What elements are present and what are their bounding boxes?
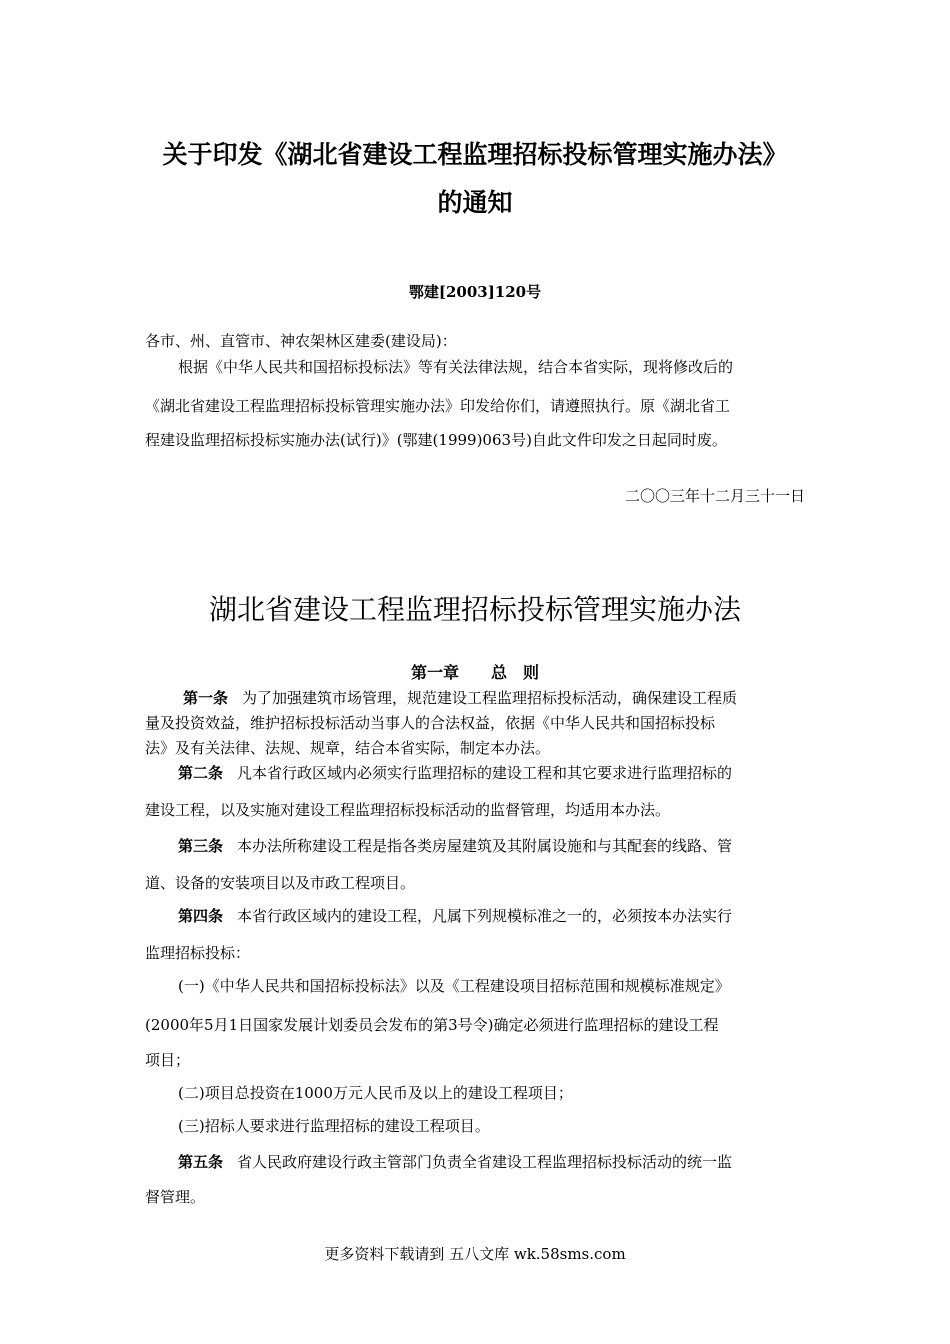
footer-link[interactable]: 更多资料下载请到 五八文库 wk.58sms.com [324, 1245, 626, 1263]
article-4-item: (2000年5月1日国家发展计划委员会发布的第3号令)确定必须进行监理招标的建设工程 [145, 1016, 719, 1034]
article-text: 本办法所称建设工程是指各类房屋建筑及其附属设施和与其配套的线路、管 [237, 837, 733, 855]
notice-title-line2: 的通知 [437, 188, 513, 217]
article-label: 第二条 [178, 764, 224, 782]
article-3-line [178, 836, 732, 856]
notice-date: 二〇〇三年十二月三十一日 [624, 487, 805, 505]
article-label: 第五条 [178, 1153, 224, 1171]
article-4-line: 监理招标投标： [145, 944, 251, 962]
article-5-line [178, 1152, 732, 1172]
article-label: 第三条 [178, 837, 224, 855]
notice-body-line: 《湖北省建设工程监理招标投标管理实施办法》印发给你们，请遵照执行。原《湖北省工 [145, 397, 731, 415]
article-4-item: (二)项目总投资在1000万元人民币及以上的建设工程项目； [178, 1084, 573, 1102]
article-1-line: 法》及有关法律、法规、规章，结合本省实际，制定本办法。 [145, 739, 551, 757]
article-2-line: 建设工程，以及实施对建设工程监理招标投标活动的监督管理，均适用本办法。 [145, 801, 671, 819]
article-text: 省人民政府建设行政主管部门负责全省建设工程监理招标投标活动的统一监 [237, 1153, 733, 1171]
article-3-line: 道、设备的安装项目以及市政工程项目。 [145, 874, 416, 892]
article-2-line [178, 763, 732, 783]
notice-body-line: 根据《中华人民共和国招标投标法》等有关法律法规，结合本省实际，现将修改后的 [178, 358, 734, 376]
article-4-item: (一)《中华人民共和国招标投标法》以及《工程建设项目招标范围和规模标准规定》 [178, 977, 730, 995]
article-label: 第四条 [178, 907, 224, 925]
article-4-item: (三)招标人要求进行监理招标的建设工程项目。 [178, 1117, 490, 1135]
addressee: 各市、州、直管市、神农架林区建委(建设局)： [145, 332, 457, 350]
article-text: 本省行政区域内的建设工程，凡属下列规模标准之一的，必须按本办法实行 [237, 907, 733, 925]
article-text: 凡本省行政区域内必须实行监理招标的建设工程和其它要求进行监理招标的 [237, 764, 733, 782]
notice-title-line1: 关于印发《湖北省建设工程监理招标投标管理实施办法》 [162, 140, 788, 169]
chapter-heading: 第一章 总 则 [410, 663, 539, 682]
article-5-line: 督管理。 [145, 1188, 206, 1206]
document-number: 鄂建[2003]120号 [408, 283, 542, 301]
article-text: 为了加强建筑市场管理，规范建设工程监理招标投标活动，确保建设工程质 [242, 689, 738, 707]
article-1-line: 量及投资效益，维护招标投标活动当事人的合法权益，依据《中华人民共和国招标投标 [145, 714, 716, 732]
article-label: 第一条 [183, 689, 229, 707]
notice-body-line: 程建设监理招标投标实施办法(试行)》(鄂建(1999)063号)自此文件印发之日起同时废。 [145, 431, 727, 449]
article-4-item: 项目； [145, 1051, 191, 1069]
article-1-line [183, 688, 737, 708]
regulation-title: 湖北省建设工程监理招标投标管理实施办法 [208, 593, 741, 626]
article-4-line [178, 906, 732, 926]
